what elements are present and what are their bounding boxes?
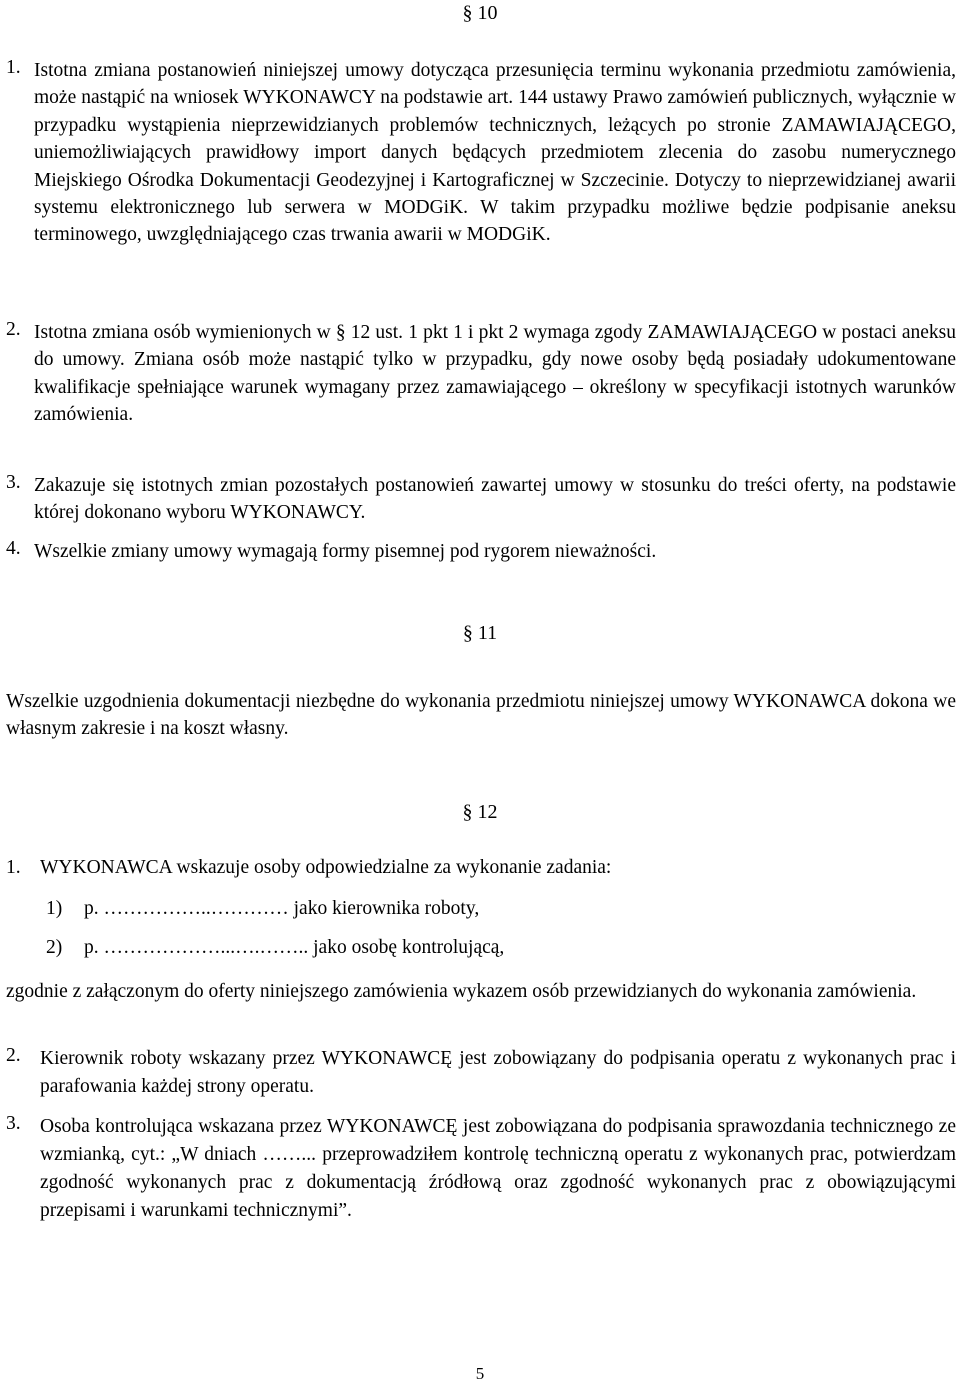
point-number: 2. [6, 319, 21, 340]
page-number: 5 [475, 1364, 485, 1383]
list-item-text: p. ……………..………… jako kierownika roboty, [84, 898, 480, 919]
point-number: 3. [6, 1113, 21, 1134]
point-text: Zakazuje się istotnych zmian pozostałych postanowień zawartej umowy w stosunku do treści oferty, na podstawie której dokonano wyboru WYKONAWCY. [34, 475, 956, 524]
section-heading-12: § 12 [462, 801, 498, 823]
point-text: Osoba kontrolująca wskazana przez WYKONAWCĘ jest zobowiązana do podpisania sprawozdania technicznego ze wzmianką, cyt.: „W dniach ……... przeprowadziłem kontrolę techniczną operatu z wykonanych prac, potwierdzam zgodność wykonanych prac z dokumentacją źródłową oraz zgodność wykonanych prac z obowiązującymi przepisami i warunkami technicznymi”. [40, 1116, 956, 1221]
list-item-number: 2) [46, 937, 63, 958]
point-number: 1. [6, 857, 21, 878]
point-number: 4. [6, 538, 21, 559]
point-number: 2. [6, 1045, 21, 1066]
point-number: 1. [6, 57, 21, 78]
section-paragraph: Wszelkie uzgodnienia dokumentacji niezbędne do wykonania przedmiotu niniejszej umowy WYKONAWCA dokona we własnym zakresie i na koszt własny. [6, 691, 956, 740]
point-number: 3. [6, 472, 21, 493]
point-text: Istotna zmiana postanowień niniejszej umowy dotycząca przesunięcia terminu wykonania przedmiotu zamówienia, może nastąpić na wniosek WYKONAWCY na podstawie art. 144 ustawy Prawo zamówień publicznych, wyłącznie w przypadku wystąpienia nieprzewidzianych problemów technicznych, leżących po stronie ZAMAWIAJĄCEGO, uniemożliwiających prawidłowy import danych będących przedmiotem zlecenia do zasobu numerycznego Miejskiego Ośrodka Dokumentacji Geodezyjnej i Kartograficznej w Szczecinie. Dotyczy to nieprzewidzianej awarii systemu elektronicznego lub serwera w MODGiK. W takim przypadku możliwe będzie podpisanie aneksu terminowego, uwzględniającego czas trwania awarii w MODGiK. [34, 60, 956, 246]
paragraph-after-list: zgodnie z załączonym do oferty niniejszego zamówienia wykazem osób przewidzianych do wykonania zamówienia. [6, 981, 917, 1002]
point-text: WYKONAWCA wskazuje osoby odpowiedzialne za wykonanie zadania: [40, 857, 612, 878]
list-item-text: p. ………………...….…….. jako osobę kontrolującą, [84, 937, 505, 958]
point-text: Wszelkie zmiany umowy wymagają formy pisemnej pod rygorem nieważności. [34, 541, 657, 562]
section-heading-10: § 10 [462, 2, 498, 24]
list-item-number: 1) [46, 898, 63, 919]
point-text: Kierownik roboty wskazany przez WYKONAWCĘ jest zobowiązany do podpisania operatu z wykonanych prac i parafowania każdej strony operatu. [40, 1048, 956, 1097]
point-text: Istotna zmiana osób wymienionych w § 12 ust. 1 pkt 1 i pkt 2 wymaga zgody ZAMAWIAJĄCEGO w postaci aneksu do umowy. Zmiana osób może nastąpić tylko w przypadku, gdy nowe osoby będą posiadały udokumentowane kwalifikacje spełniające warunek wymagany przez zamawiającego – określony w specyfikacji istotnych warunków zamówienia. [34, 322, 956, 426]
section-heading-11: § 11 [462, 622, 498, 644]
